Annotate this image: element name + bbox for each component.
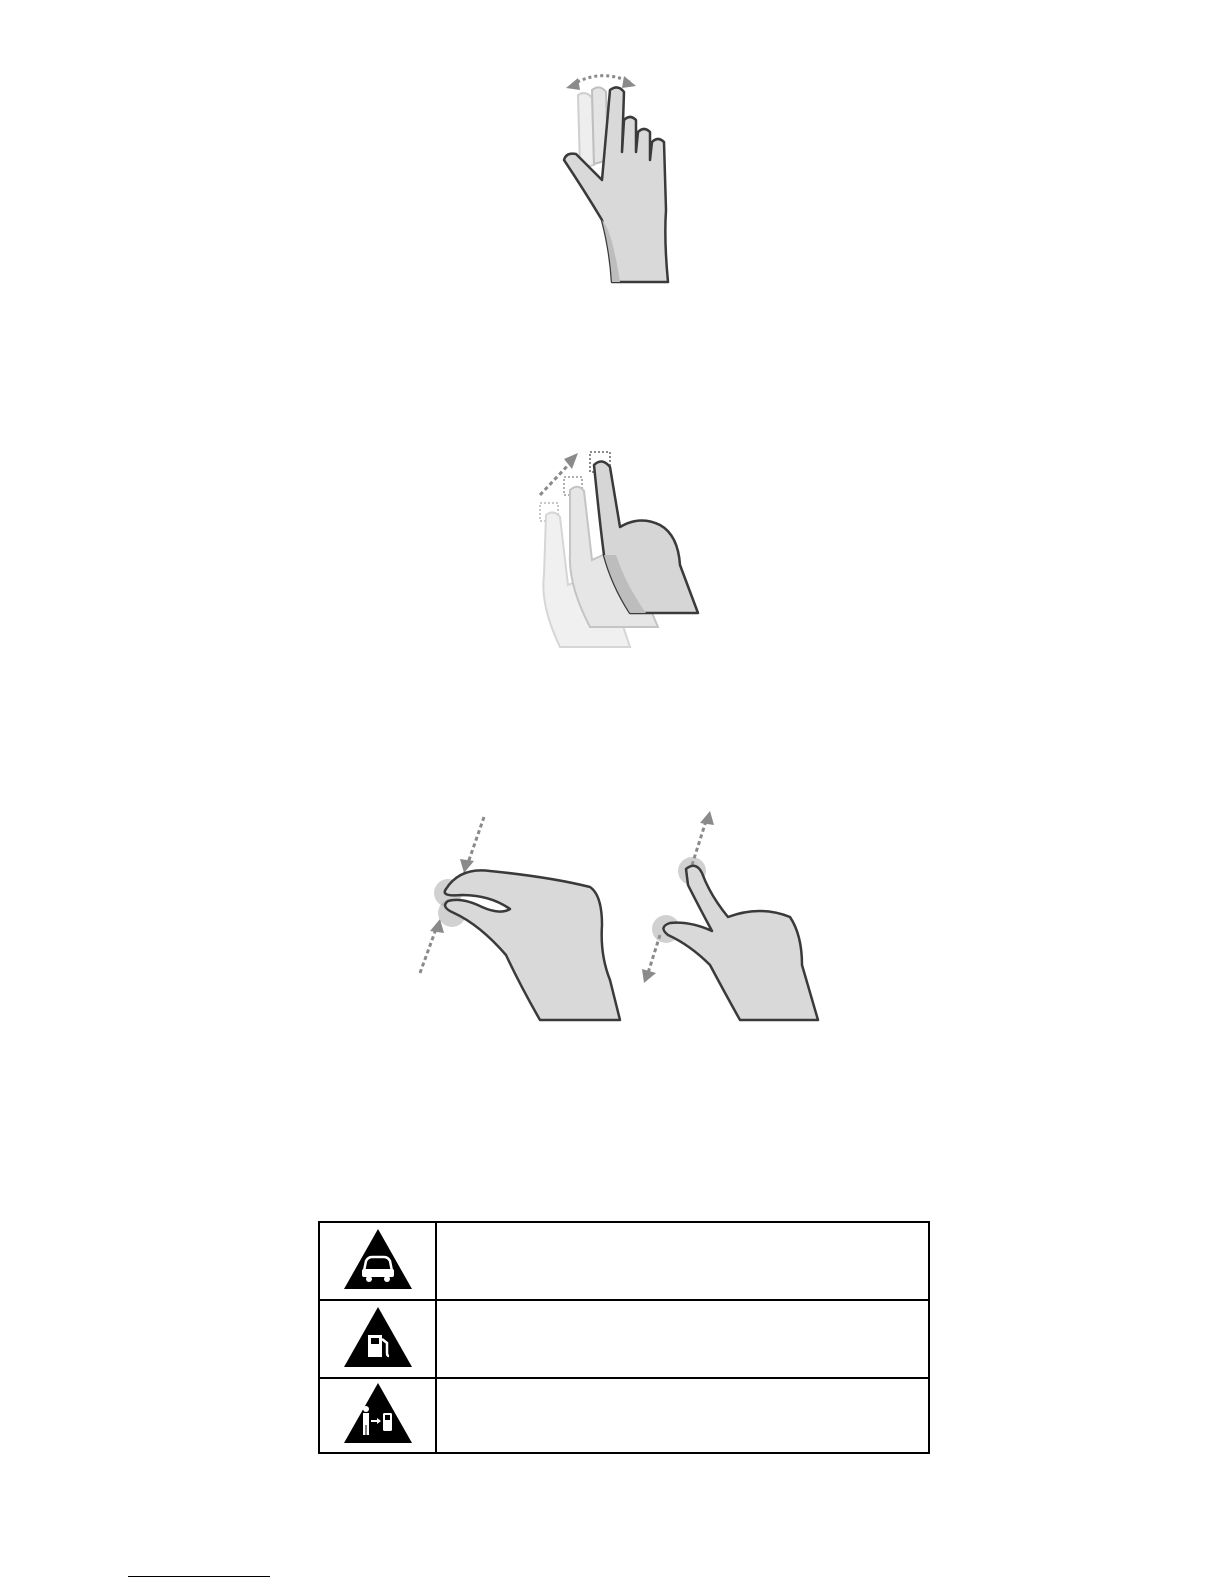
symbol-cell (319, 1300, 436, 1378)
table-row (319, 1222, 929, 1300)
symbol-cell (319, 1378, 436, 1453)
hand-drag-icon (520, 435, 720, 660)
hand-flick-icon (540, 60, 700, 285)
pinch-zoom-gesture-illustration (410, 805, 830, 1035)
safety-symbols-table (318, 1221, 930, 1454)
table-row (319, 1300, 929, 1378)
flick-gesture-illustration (540, 60, 700, 285)
symbol-cell (319, 1222, 436, 1300)
car-warning-icon (342, 1227, 414, 1291)
drag-gesture-illustration (520, 435, 720, 660)
person-phone-distance-warning-icon (342, 1381, 414, 1445)
footnote-divider (128, 1576, 270, 1577)
fuel-pump-warning-icon (342, 1305, 414, 1369)
table-row (319, 1378, 929, 1453)
symbol-description (436, 1300, 929, 1378)
hand-pinch-spread-icon (410, 805, 830, 1035)
symbol-description (436, 1378, 929, 1453)
symbol-description (436, 1222, 929, 1300)
